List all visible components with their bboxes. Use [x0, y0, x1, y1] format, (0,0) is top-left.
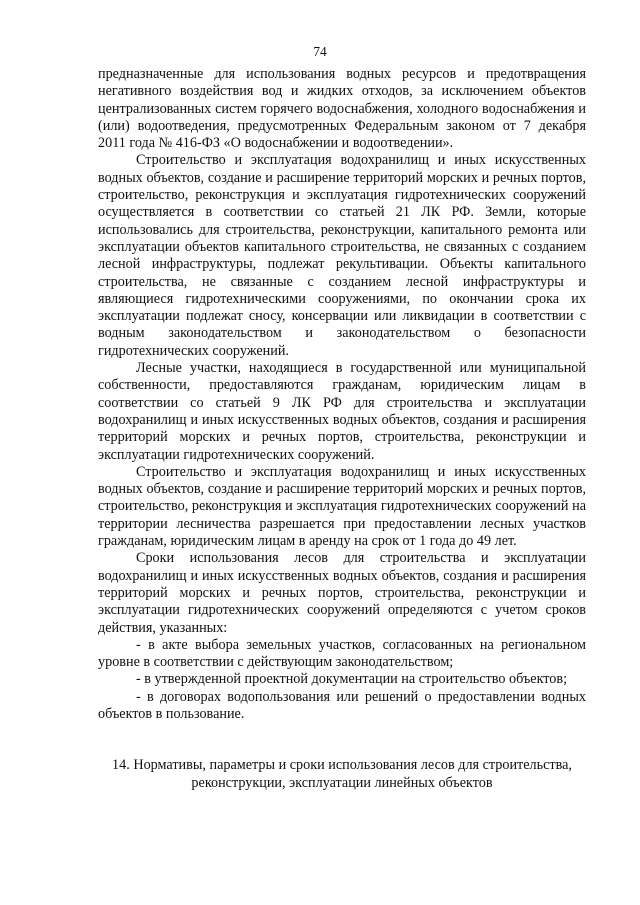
paragraph-usage-periods: Сроки использования лесов для строительства и эксплуатации водохранилищ и иных искусственных водных объектов, создания и расширения территорий морских и речных портов, строительства, реконструкции и эксплуатации гидротехнических сооружений определяются с учетом сроков действия, указанных: [98, 550, 586, 636]
list-item-land-selection-act: - в акте выбора земельных участков, согласованных на региональном уровне в соответствии с действующим законодательством; [98, 636, 586, 671]
section-heading [98, 757, 586, 792]
list-item-water-use-agreements: - в договорах водопользования или решений о предоставлении водных объектов в пользование. [98, 688, 586, 722]
paragraph-reservoir-construction: Строительство и эксплуатация водохранилищ и иных искусственных водных объектов, создание и расширение территорий морских и речных портов, строительство, реконструкция и эксплуатация гидротехнических сооружений осуществляется в соответствии со статьей 21 ЛК РФ. Земли, которые использовались для строительства, реконструкции, капитального ремонта или эксплуатации объектов капитального строительства, не связанных с созданием лесной инфраструктуры, подлежат рекультивации. Объекты капитального строительства, не связанные с созданием лесной инфраструктуры и являющиеся гидротехническими сооружениями, по окончании срока их эксплуатации подлежат сносу, консервации или ликвидации в соответствии с водным законодательством и законодательством о безопасности гидротехнических сооружений. [98, 152, 586, 359]
section-heading-line-1: 14. Нормативы, параметры и сроки использования лесов для строительства, [112, 757, 572, 774]
paragraph-forest-plots: Лесные участки, находящиеся в государственной или муниципальной собственности, предоставляются гражданам, юридическим лицам в соответствии со статьей 9 ЛК РФ для строительства и эксплуатации водохранилищ и иных искусственных водных объектов, создания и расширения территорий морских и речных портов, строительства, реконструкции и эксплуатации гидротехнических сооружений. [98, 360, 586, 463]
document-body [98, 66, 586, 792]
paragraph-lease-terms: Строительство и эксплуатация водохранилищ и иных искусственных водных объектов, создание и расширение территорий морских и речных портов, строительство, реконструкция и эксплуатация гидротехнических сооружений на территории лесничества разрешается при предоставлении лесных участков гражданам, юридическим лицам в аренду на срок от 1 года до 49 лет. [98, 463, 586, 550]
list-item-project-documentation: - в утвержденной проектной документации на строительство объектов; [136, 671, 568, 688]
paragraph-continuation: предназначенные для использования водных ресурсов и предотвращения негативного воздействия вод и жидких отходов, за исключением объектов централизованных систем горячего водоснабжения, холодного водоснабжения и (или) водоотведения, предусмотренных Федеральным законом от 7 декабря 2011 года № 416-ФЗ «О водоснабжении и водоотведении». [98, 66, 586, 152]
page-number: 74 [313, 44, 327, 59]
section-heading-line-2: реконструкции, эксплуатации линейных объектов [191, 774, 493, 791]
